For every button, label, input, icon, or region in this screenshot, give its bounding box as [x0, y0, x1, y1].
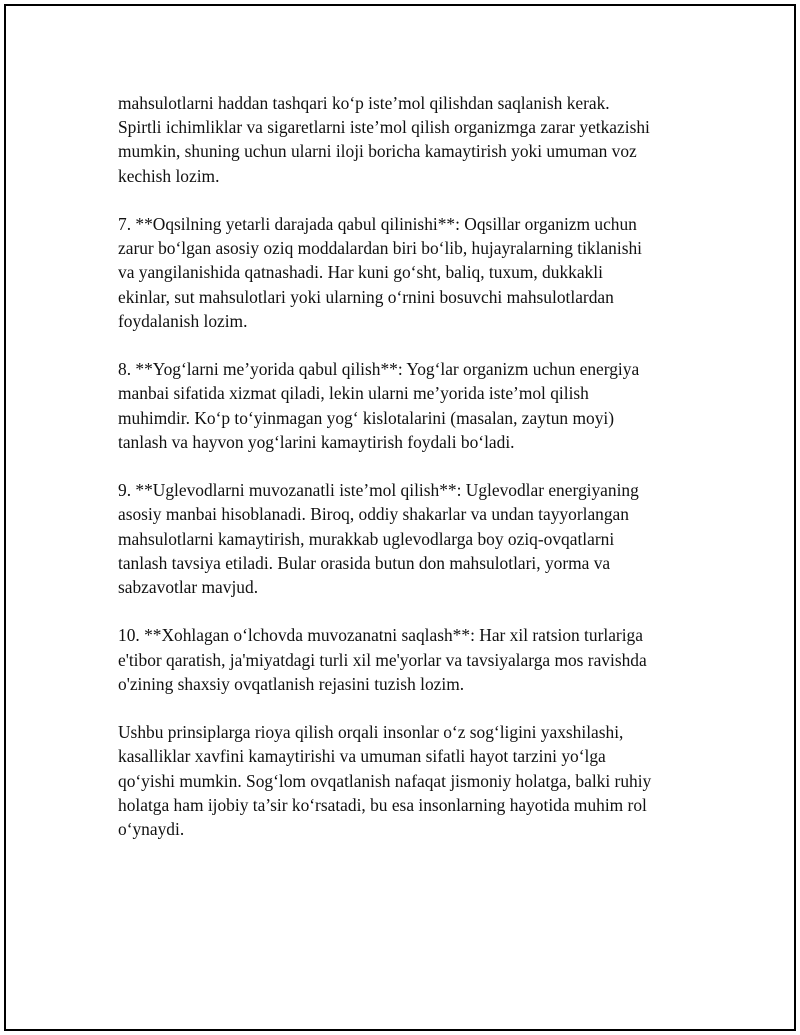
text-line: asosiy manbai hisoblanadi. Biroq, oddiy shakarlar va undan tayyorlangan [118, 504, 629, 525]
paragraph-item-9 [118, 478, 698, 599]
text-line: kasalliklar xavfini kamaytirishi va umuman sifatli hayot tarzini yo‘lga [118, 746, 606, 767]
text-line: 9. **Uglevodlarni muvozanatli iste’mol qilish**: Uglevodlar energiyaning [118, 480, 639, 501]
text-line: mahsulotlarni haddan tashqari ko‘p iste’mol qilishdan saqlanish kerak. [118, 93, 610, 113]
text-line: 8. **Yog‘larni me’yorida qabul qilish**: Yog‘lar organizm uchun energiya [118, 359, 640, 380]
text-line: o‘ynaydi. [118, 819, 185, 840]
paragraph-conclusion [118, 720, 698, 841]
document-body [118, 91, 698, 865]
text-line: 7. **Oqsilning yetarli darajada qabul qilinishi**: Oqsillar organizm uchun [118, 214, 637, 234]
text-line: sabzavotlar mavjud. [118, 577, 259, 598]
paragraph-intro-continuation [118, 91, 698, 188]
paragraph-item-10 [118, 623, 698, 696]
text-line: zarur bo‘lgan asosiy oziq moddalardan biri bo‘lib, hujayralarning tiklanishi [118, 238, 642, 259]
text-line: va yangilanishida qatnashadi. Har kuni go‘sht, baliq, tuxum, dukkakli [118, 262, 603, 283]
paragraph-item-7 [118, 212, 698, 333]
text-line: manbai sifatida xizmat qiladi, lekin ularni me’yorida iste’mol qilish [118, 383, 589, 404]
text-line: e'tibor qaratish, ja'miyatdagi turli xil me'yorlar va tavsiyalarga mos ravishda [118, 649, 647, 670]
text-line: kechish lozim. [118, 165, 220, 186]
text-line: ekinlar, sut mahsulotlari yoki ularning o‘rnini bosuvchi mahsulotlardan [118, 286, 614, 307]
text-line: mumkin, shuning uchun ularni iloji boricha kamaytirish yoki umuman voz [118, 141, 637, 162]
paragraph-item-8 [118, 357, 698, 454]
text-line: muhimdir. Ko‘p to‘yinmagan yog‘ kislotalarini (masalan, zaytun moyi) [118, 407, 615, 428]
text-line: Spirtli ichimliklar va sigaretlarni iste’mol qilish organizmga zarar yetkazishi [118, 117, 650, 138]
text-line: 10. **Xohlagan o‘lchovda muvozanatni saqlash**: Har xil ratsion turlariga [118, 625, 643, 646]
text-line: Ushbu prinsiplarga rioya qilish orqali insonlar o‘z sog‘ligini yaxshilashi, [118, 722, 624, 743]
text-line: o'zining shaxsiy ovqatlanish rejasini tuzish lozim. [118, 673, 465, 694]
text-line: tanlash va hayvon yog‘larini kamaytirish foydali bo‘ladi. [118, 431, 515, 452]
text-line: qo‘yishi mumkin. Sog‘lom ovqatlanish nafaqat jismoniy holatga, balki ruhiy [118, 770, 652, 791]
text-line: holatga ham ijobiy ta’sir ko‘rsatadi, bu esa insonlarning hayotida muhim rol [118, 794, 647, 815]
text-line: tanlash tavsiya etiladi. Bular orasida butun don mahsulotlari, yorma va [118, 552, 611, 573]
text-line: foydalanish lozim. [118, 310, 248, 331]
text-line: mahsulotlarni kamaytirish, murakkab uglevodlarga boy oziq-ovqatlarni [118, 528, 615, 549]
